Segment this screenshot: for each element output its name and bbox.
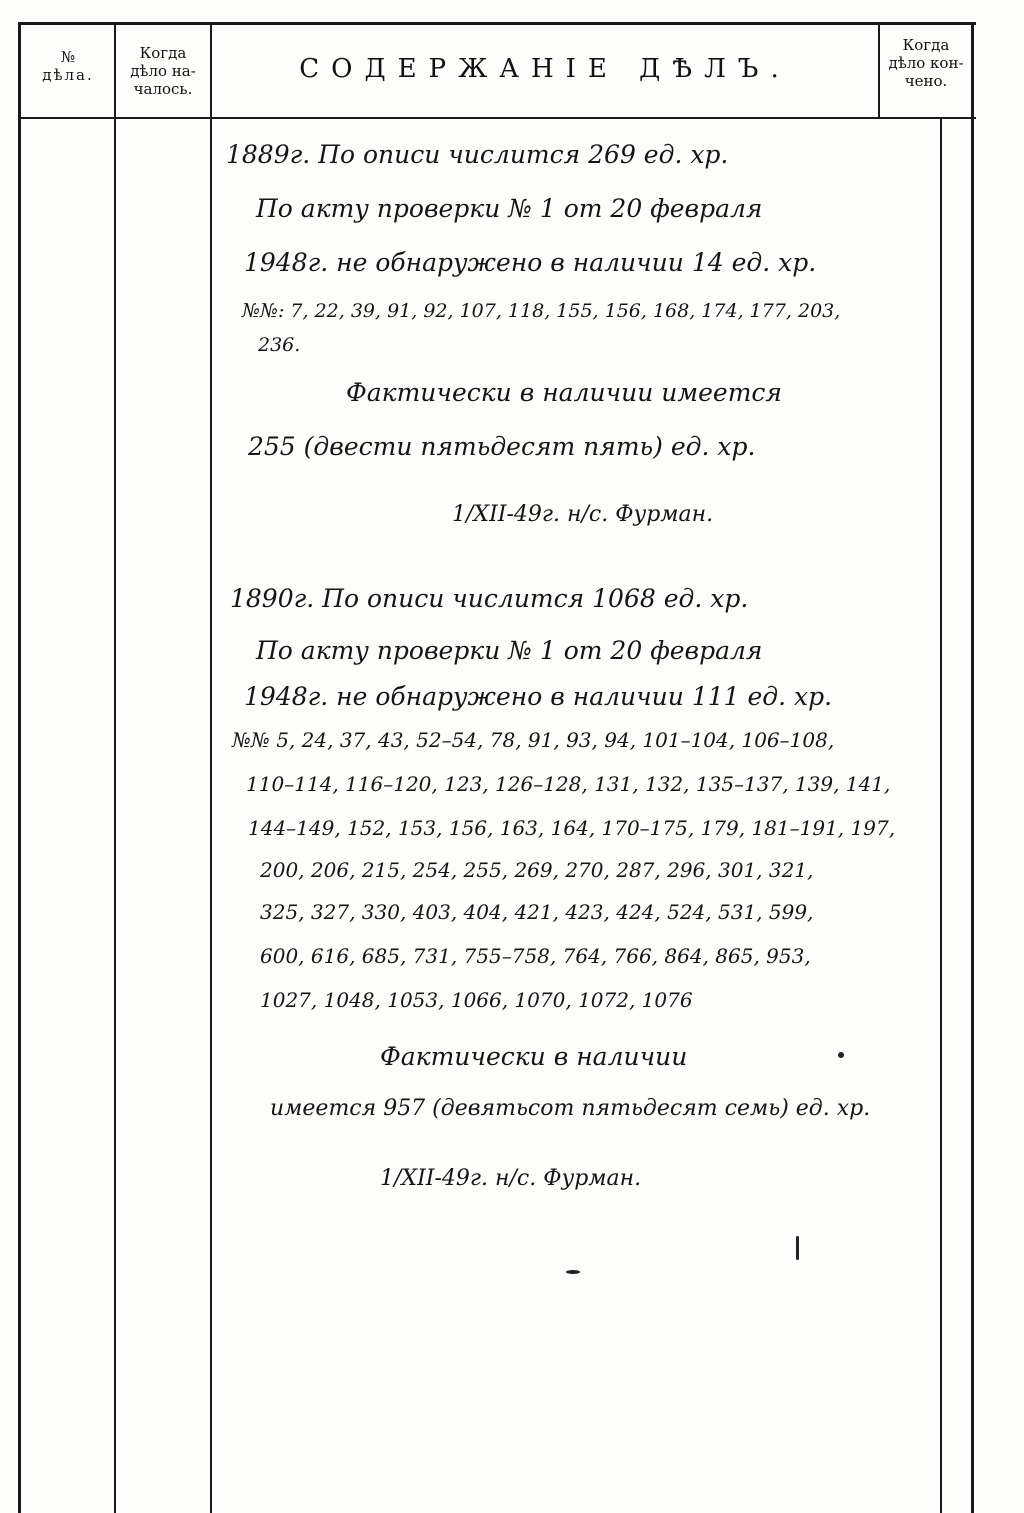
column-divider-3-lower xyxy=(940,118,942,1513)
header-title: СОДЕРЖАНІЕ ДѢЛЪ. xyxy=(299,54,791,84)
header-started-line-3: чалось. xyxy=(133,80,193,98)
header-number-cell xyxy=(22,48,114,84)
entry-1889-line-3: 1948г. не обнаружено в наличии 14 ед. хр. xyxy=(244,248,817,277)
entry-1890-line-4: №№ 5, 24, 37, 43, 52–54, 78, 91, 93, 94, 101–104, 106–108, xyxy=(232,728,835,752)
entry-1890-line-12: имеется 957 (девятьсот пятьдесят семь) ед. хр. xyxy=(270,1096,871,1121)
entry-1890-line-6: 144–149, 152, 153, 156, 163, 164, 170–175, 179, 181–191, 197, xyxy=(248,816,896,840)
entry-1889-line-7: 255 (двести пятьдесят пять) ед. хр. xyxy=(248,432,756,461)
header-number-line-1: № xyxy=(60,48,76,66)
entry-1889-line-2: По акту проверки № 1 от 20 февраля xyxy=(256,194,763,223)
header-started-line-2: дѣло на- xyxy=(130,62,196,80)
entry-1890-line-1: 1890г. По описи числится 1068 ед. хр. xyxy=(230,584,749,613)
entry-1890-line-7: 200, 206, 215, 254, 255, 269, 270, 287, 296, 301, 321, xyxy=(260,858,814,882)
right-border xyxy=(971,22,974,1513)
entry-1890-line-2: По акту проверки № 1 от 20 февраля xyxy=(256,636,763,665)
entry-1890-line-8: 325, 327, 330, 403, 404, 421, 423, 424, 524, 531, 599, xyxy=(260,900,814,924)
ink-speck-2 xyxy=(796,1236,799,1260)
header-number-line-2: дѣла. xyxy=(42,66,94,84)
entry-1889-signature: 1/XII-49г. н/с. Фурман. xyxy=(452,502,714,527)
entry-1889-line-6: Фактически в наличии имеется xyxy=(346,378,782,407)
header-finished-cell xyxy=(880,36,972,90)
header-finished-line-1: Когда xyxy=(902,36,950,54)
header-finished-line-2: дѣло кон- xyxy=(888,54,964,72)
entry-1890-line-9: 600, 616, 685, 731, 755–758, 764, 766, 864, 865, 953, xyxy=(260,944,811,968)
ink-speck xyxy=(838,1052,844,1058)
left-border xyxy=(18,22,21,1513)
header-finished-line-3: чено. xyxy=(904,72,948,90)
ink-smudge xyxy=(566,1270,580,1274)
top-border xyxy=(18,22,976,25)
entry-1890-line-10: 1027, 1048, 1053, 1066, 1070, 1072, 1076 xyxy=(260,988,693,1012)
column-divider-1 xyxy=(114,22,116,1513)
header-bottom-rule xyxy=(18,117,976,119)
header-started-line-1: Когда xyxy=(139,44,187,62)
entry-1890-line-5: 110–114, 116–120, 123, 126–128, 131, 132, 135–137, 139, 141, xyxy=(246,772,891,796)
column-divider-2 xyxy=(210,22,212,1513)
entry-1889-line-1: 1889г. По описи числится 269 ед. хр. xyxy=(226,140,729,169)
entry-1889-line-5: 236. xyxy=(258,334,301,356)
entry-1890-line-11: Фактически в наличии xyxy=(380,1042,688,1071)
entry-1890-signature: 1/XII-49г. н/с. Фурман. xyxy=(380,1166,642,1191)
header-started-cell xyxy=(116,44,210,98)
entry-1890-line-3: 1948г. не обнаружено в наличии 111 ед. хр. xyxy=(244,682,833,711)
entry-1889-line-4: №№: 7, 22, 39, 91, 92, 107, 118, 155, 156, 168, 174, 177, 203, xyxy=(242,300,841,322)
